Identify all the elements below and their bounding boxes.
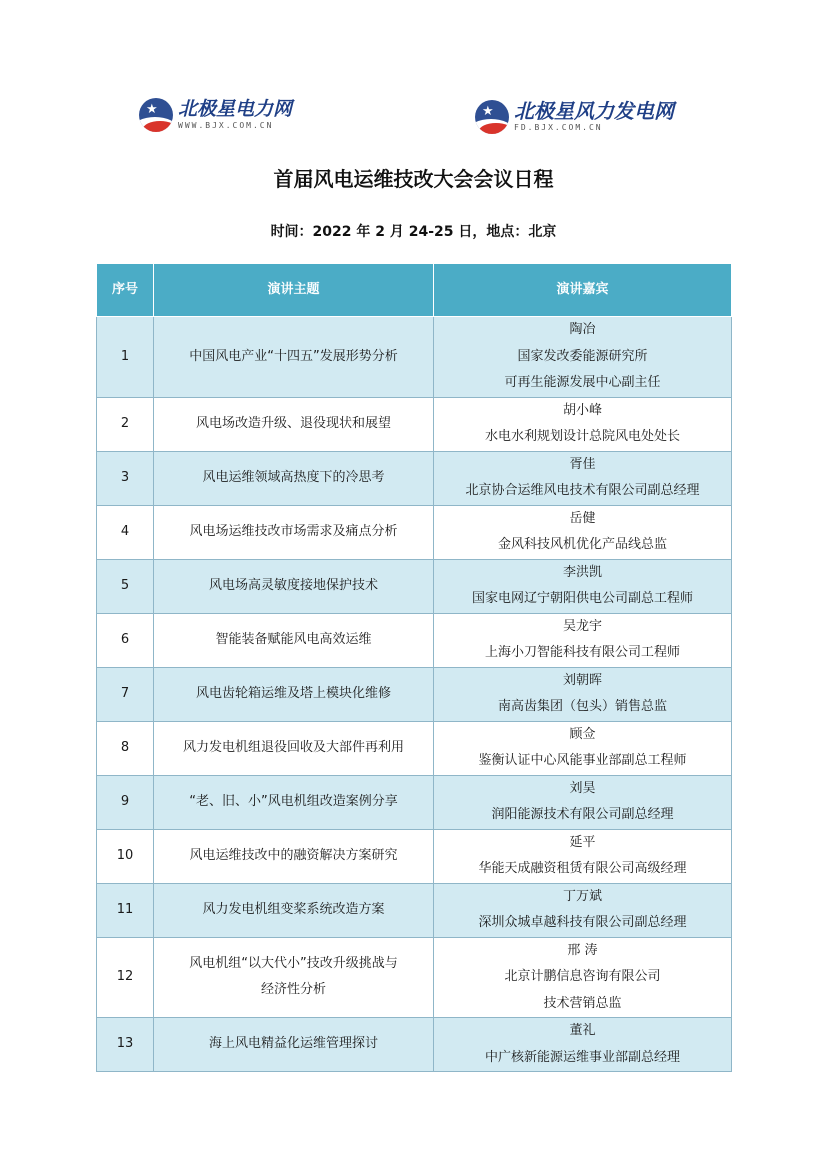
row-topic xyxy=(154,937,434,1018)
table-row xyxy=(97,883,732,937)
row-number: 8 xyxy=(97,721,154,775)
table-header-row xyxy=(97,264,732,317)
topic-line: 风电场运维技改市场需求及痛点分析 xyxy=(189,523,398,539)
table-row xyxy=(97,721,732,775)
topic-line: 风电机组“以大代小”技改升级挑战与 xyxy=(189,955,398,971)
row-speaker xyxy=(434,721,732,775)
bjx-wind-logo-icon: ★ xyxy=(475,100,509,134)
schedule-table xyxy=(96,263,732,1072)
row-speaker xyxy=(434,613,732,667)
table-row xyxy=(97,613,732,667)
bjx-logo-icon: ★ xyxy=(139,98,173,132)
row-topic xyxy=(154,775,434,829)
row-number: 11 xyxy=(97,883,154,937)
table-row xyxy=(97,505,732,559)
row-speaker xyxy=(434,775,732,829)
bjx-logo[interactable] xyxy=(139,98,292,132)
table-row xyxy=(97,317,732,398)
speaker-name: 顾佥 xyxy=(569,726,596,742)
speaker-name: 延平 xyxy=(569,834,596,850)
row-speaker xyxy=(434,667,732,721)
speaker-affiliation: 南高齿集团（包头）销售总监 xyxy=(497,699,667,714)
speaker-affiliation: 华能天成融资租赁有限公司高级经理 xyxy=(478,861,687,876)
table-row xyxy=(97,667,732,721)
row-speaker xyxy=(434,883,732,937)
row-topic xyxy=(154,883,434,937)
logo-name: 北极星电力网 xyxy=(178,98,293,120)
row-topic xyxy=(154,829,434,883)
table-row xyxy=(97,559,732,613)
speaker-affiliation: 国家电网辽宁朝阳供电公司副总工程师 xyxy=(471,591,693,606)
speaker-name: 胥佳 xyxy=(569,456,596,472)
speaker-affiliation: 可再生能源发展中心副主任 xyxy=(504,375,661,390)
column-header-speaker: 演讲嘉宾 xyxy=(434,264,732,317)
speaker-name: 陶冶 xyxy=(569,322,596,337)
row-speaker xyxy=(434,937,732,1018)
topic-line: 风电运维技改中的融资解决方案研究 xyxy=(189,847,398,863)
row-number: 12 xyxy=(97,937,154,1018)
speaker-affiliation: 北京计鹏信息咨询有限公司 xyxy=(504,969,661,984)
speaker-name: 李洪凯 xyxy=(562,564,602,580)
table-row xyxy=(97,451,732,505)
table-row xyxy=(97,775,732,829)
row-topic xyxy=(154,317,434,398)
column-header-topic: 演讲主题 xyxy=(154,264,434,317)
topic-line: 风电齿轮箱运维及塔上模块化维修 xyxy=(195,685,391,701)
row-topic xyxy=(154,667,434,721)
row-number: 9 xyxy=(97,775,154,829)
speaker-affiliation: 上海小刀智能科技有限公司工程师 xyxy=(484,645,680,660)
row-number: 6 xyxy=(97,613,154,667)
row-speaker xyxy=(434,1018,732,1072)
row-topic xyxy=(154,451,434,505)
row-number: 7 xyxy=(97,667,154,721)
speaker-affiliation: 北京协合运维风电技术有限公司副总经理 xyxy=(465,483,700,498)
speaker-name: 丁万斌 xyxy=(562,888,602,904)
speaker-name: 董礼 xyxy=(569,1023,596,1038)
row-topic xyxy=(154,613,434,667)
speaker-affiliation: 水电水利规划设计总院风电处处长 xyxy=(484,429,680,444)
logo-name: 北极星风力发电网 xyxy=(514,99,674,123)
row-number: 3 xyxy=(97,451,154,505)
table-row xyxy=(97,937,732,1018)
speaker-affiliation: 鉴衡认证中心风能事业部副总工程师 xyxy=(478,753,687,768)
topic-line: 中国风电产业“十四五”发展形势分析 xyxy=(189,348,398,364)
row-number: 1 xyxy=(97,317,154,398)
row-number: 4 xyxy=(97,505,154,559)
speaker-name: 刘朝晖 xyxy=(562,672,602,688)
row-topic xyxy=(154,397,434,451)
topic-line: 风电运维领域高热度下的冷思考 xyxy=(202,469,385,485)
row-speaker xyxy=(434,559,732,613)
row-speaker xyxy=(434,397,732,451)
speaker-name: 吴龙宇 xyxy=(562,618,602,634)
row-speaker xyxy=(434,317,732,398)
page-subtitle: 时间：2022 年 2 月 24-25 日，地点：北京 xyxy=(270,224,557,240)
speaker-affiliation: 润阳能源技术有限公司副总经理 xyxy=(491,807,674,822)
table-row xyxy=(97,397,732,451)
speaker-affiliation: 深圳众城卓越科技有限公司副总经理 xyxy=(478,915,687,930)
speaker-name: 岳健 xyxy=(569,510,596,526)
topic-line: 智能装备赋能风电高效运维 xyxy=(215,631,372,647)
row-speaker xyxy=(434,829,732,883)
speaker-affiliation: 技术营销总监 xyxy=(543,995,622,1011)
speaker-affiliation: 金风科技风机优化产品线总监 xyxy=(497,537,667,552)
column-header-number: 序号 xyxy=(97,264,154,317)
topic-line: 风电场改造升级、退役现状和展望 xyxy=(195,415,391,431)
speaker-name: 邢 涛 xyxy=(567,942,598,958)
speaker-affiliation: 中广核新能源运维事业部副总经理 xyxy=(484,1049,680,1065)
topic-line: 经济性分析 xyxy=(260,982,326,998)
speaker-name: 刘昊 xyxy=(569,780,596,796)
row-number: 2 xyxy=(97,397,154,451)
schedule-body xyxy=(97,317,732,1072)
topic-line: 风力发电机组变桨系统改造方案 xyxy=(202,901,385,917)
bjx-wind-logo[interactable] xyxy=(475,100,674,134)
row-topic xyxy=(154,1018,434,1072)
row-number: 10 xyxy=(97,829,154,883)
row-number: 5 xyxy=(97,559,154,613)
row-speaker xyxy=(434,451,732,505)
topic-line: “老、旧、小”风电机组改造案例分享 xyxy=(189,793,398,809)
table-row xyxy=(97,829,732,883)
topic-line: 风电场高灵敏度接地保护技术 xyxy=(208,577,378,593)
row-speaker xyxy=(434,505,732,559)
row-topic xyxy=(154,505,434,559)
logo-url: FD.BJX.COM.CN xyxy=(514,123,603,132)
speaker-name: 胡小峰 xyxy=(562,402,602,418)
row-number: 13 xyxy=(97,1018,154,1072)
table-row xyxy=(97,1018,732,1072)
topic-line: 风力发电机组退役回收及大部件再利用 xyxy=(182,739,404,755)
page-title: 首届风电运维技改大会会议日程 xyxy=(273,167,554,191)
logo-url: WWW.BJX.COM.CN xyxy=(178,121,274,130)
row-topic xyxy=(154,721,434,775)
topic-line: 海上风电精益化运维管理探讨 xyxy=(208,1036,378,1052)
speaker-affiliation: 国家发改委能源研究所 xyxy=(517,348,648,364)
row-topic xyxy=(154,559,434,613)
